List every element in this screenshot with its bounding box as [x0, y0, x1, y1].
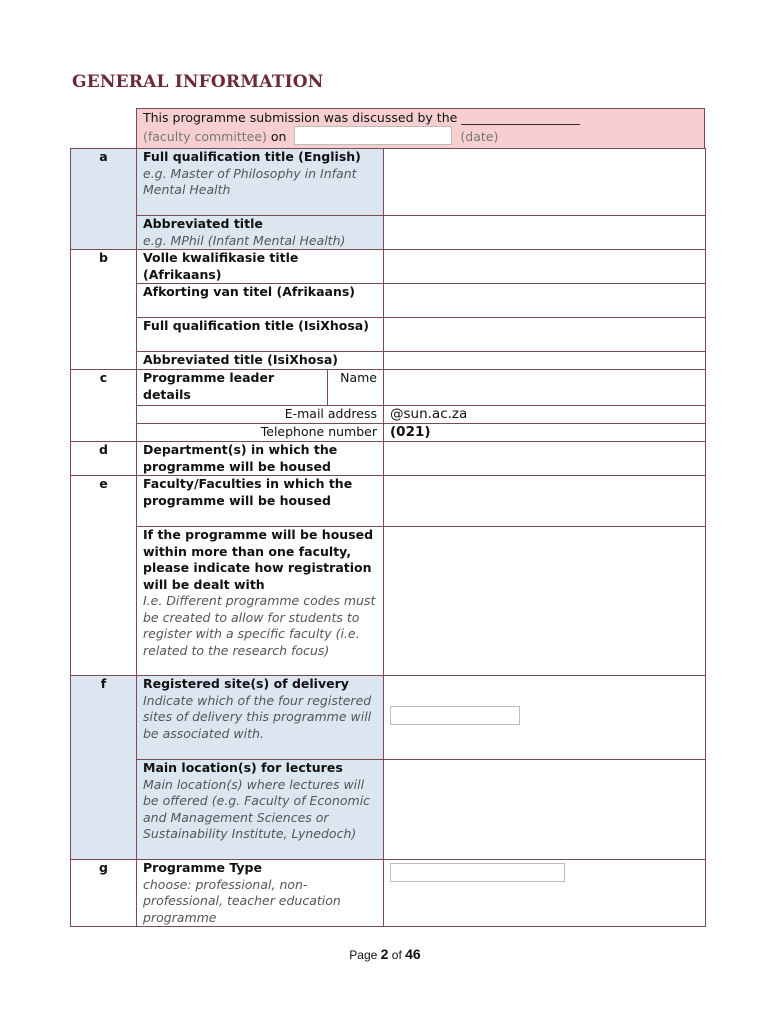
submission-line1: This programme submission was discussed by the ___________________ — [143, 110, 581, 125]
faculties-label: Faculty/Faculties in which the programme will be housed — [137, 476, 384, 527]
leader-label-cell — [137, 370, 384, 406]
total-pages: 46 — [405, 946, 421, 962]
type-cell — [384, 860, 706, 927]
volle-title-field[interactable] — [384, 250, 706, 284]
abbr-title-heading: Abbreviated title — [143, 216, 263, 231]
row-letter-f: f — [71, 676, 137, 860]
location-label: Main location(s) for lectures — [143, 760, 343, 775]
sites-label: Registered site(s) of delivery — [143, 676, 349, 691]
full-title-english-field[interactable] — [384, 149, 706, 216]
xhosa-full-title-field[interactable] — [384, 318, 706, 352]
phone-field[interactable]: (021) — [384, 424, 706, 442]
submission-band — [136, 108, 705, 149]
abbr-title-example: e.g. MPhil (Infant Mental Health) — [143, 232, 346, 248]
type-dropdown[interactable] — [390, 863, 565, 882]
of-word: of — [391, 948, 402, 962]
xhosa-abbr-title-field[interactable] — [384, 352, 706, 370]
location-label-cell — [137, 760, 384, 860]
afkorting-label: Afkorting van titel (Afrikaans) — [137, 284, 384, 318]
sites-cell — [384, 676, 706, 760]
location-hint: Main location(s) where lectures will be offered (e.g. Faculty of Economic and Management Sciences or Sustainability Institute, Lynedoch) — [143, 776, 371, 841]
department-label: Department(s) in which the programme will be housed — [137, 442, 384, 476]
row-letter-g: g — [71, 860, 137, 927]
faculties-field[interactable] — [384, 476, 706, 527]
location-field[interactable] — [384, 760, 706, 860]
multi-faculty-label: If the programme will be housed within more than one faculty, please indicate how registration will be dealt with — [143, 527, 374, 592]
multi-faculty-field[interactable] — [384, 527, 706, 676]
row-letter-b: b — [71, 250, 137, 370]
abbr-title-label — [137, 216, 384, 250]
row-letter-a: a — [71, 149, 137, 250]
page-footer — [0, 946, 770, 962]
volle-title-label: Volle kwalifikasie title (Afrikaans) — [137, 250, 384, 284]
phone-label: Telephone number — [137, 424, 384, 442]
email-label: E-mail address — [137, 406, 384, 424]
abbr-title-field[interactable] — [384, 216, 706, 250]
faculty-committee-text: (faculty committee) — [143, 129, 267, 144]
sites-label-cell — [137, 676, 384, 760]
current-page: 2 — [380, 946, 389, 962]
full-title-english-heading: Full qualification title (English) — [143, 149, 361, 164]
department-field[interactable] — [384, 442, 706, 476]
date-input[interactable] — [294, 126, 452, 145]
type-label-cell — [137, 860, 384, 927]
afkorting-field[interactable] — [384, 284, 706, 318]
xhosa-abbr-title-label: Abbreviated title (IsiXhosa) — [137, 352, 384, 370]
general-info-table — [70, 148, 706, 927]
row-letter-d: d — [71, 442, 137, 476]
name-label: Name — [340, 370, 377, 385]
full-title-english-label — [137, 149, 384, 216]
leader-name-field[interactable] — [384, 370, 706, 406]
leader-details-label: Programme leader details — [137, 370, 328, 405]
type-hint: choose: professional, non-professional, teacher education programme — [143, 876, 341, 925]
sites-hint: Indicate which of the four registered sites of delivery this programme will be associated with. — [143, 692, 372, 741]
page-word: Page — [349, 948, 378, 962]
multi-faculty-hint: I.e. Different programme codes must be created to allow for students to register with a specific faculty (i.e. related to the research focus) — [143, 593, 376, 658]
row-letter-c: c — [71, 370, 137, 442]
page-heading: GENERAL INFORMATION — [72, 72, 324, 92]
row-letter-e: e — [71, 476, 137, 676]
xhosa-full-title-label: Full qualification title (IsiXhosa) — [137, 318, 384, 352]
on-text: on — [270, 129, 287, 144]
email-field[interactable]: @sun.ac.za — [384, 406, 706, 424]
full-title-english-example: e.g. Master of Philosophy in Infant Mental Health — [143, 165, 357, 197]
type-label: Programme Type — [143, 860, 262, 875]
multi-faculty-label-cell — [137, 527, 384, 676]
sites-dropdown[interactable] — [390, 706, 520, 725]
date-text: (date) — [460, 129, 499, 144]
